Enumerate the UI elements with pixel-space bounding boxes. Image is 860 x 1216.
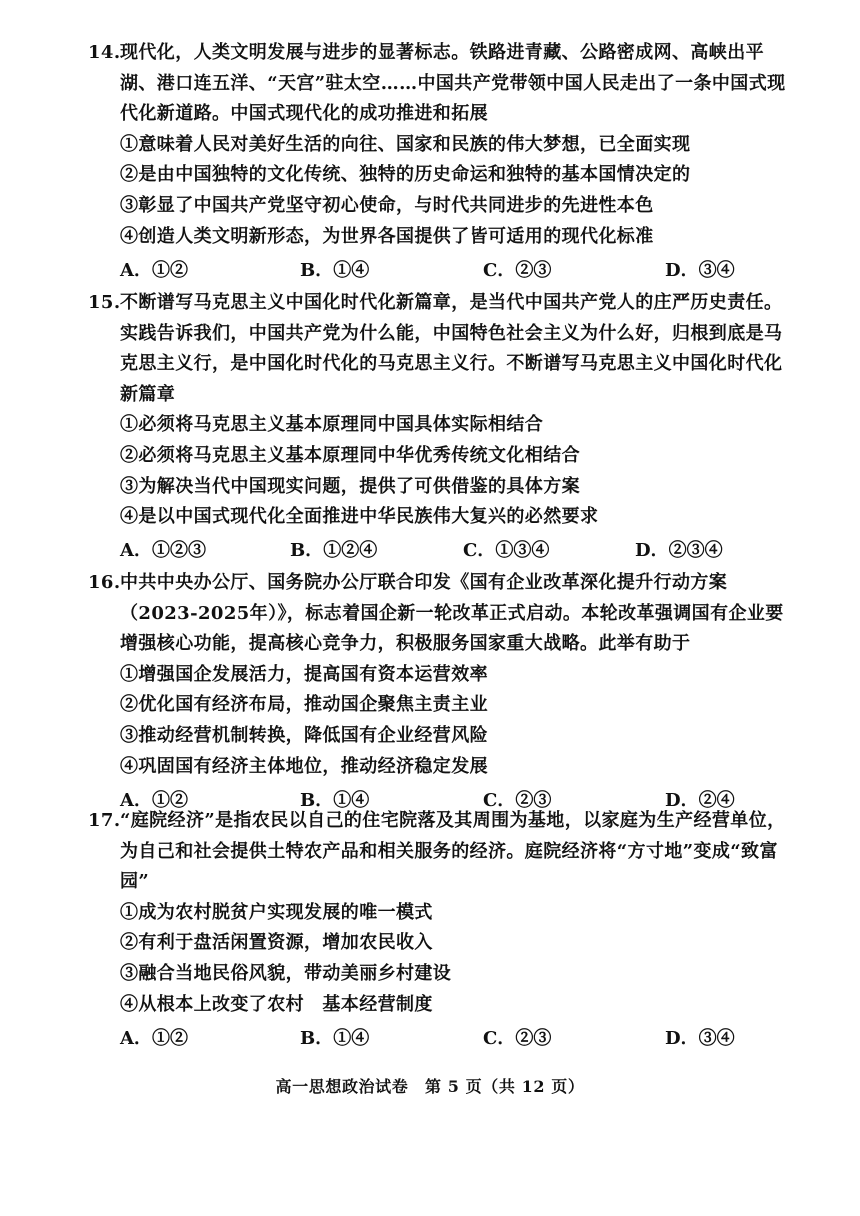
question-text: 中共中央办公厅、国务院办公厅联合印发《国有企业改革深化提升行动方案（2023-2025年）》，标志着国企新一轮改革正式启动。本轮改革强调国有企业要增强核心功能，提高核心竞争力，积极服务国家重大战略。此举有助于 [120,572,784,654]
statement-4: ④创造人类文明新形态，为世界各国提供了皆可适用的现代化标准 [120,225,654,247]
answer-choices [88,1024,788,1054]
question-text: 现代化，人类文明发展与进步的显著标志。铁路进青藏、公路密成网、高峡出平湖、港口连五洋、“天宫”驻太空……中国共产党带领中国人民走出了一条中国式现代化新道路。中国式现代化的成功推进和拓展 [120,42,786,124]
question-text: “庭院经济”是指农民以自己的住宅院落及其周围为基地，以家庭为生产经营单位，为自己和社会提供土特农产品和相关服务的经济。庭院经济将“方寸地”变成“致富园” [120,810,786,892]
statement-2: ②优化国有经济布局，推动国企聚焦主责主业 [120,694,488,716]
question-14 [88,38,788,286]
choice-d: D．③④ [665,259,735,281]
question-stem [88,38,788,130]
statement-3: ③为解决当代中国现实问题，提供了可供借鉴的具体方案 [120,475,580,497]
statement-1: ①意味着人民对美好生活的向往、国家和民族的伟大梦想，已全面实现 [120,133,691,155]
page-footer: 高一思想政治试卷 第 5 页（共 12 页） [275,1077,585,1096]
statement-list [88,130,788,253]
choice-c: C．②③ [483,1027,552,1049]
question-number: 16. [88,572,121,593]
choice-b: B．①④ [300,789,370,811]
question-15 [88,288,788,566]
question-stem [88,806,788,898]
choice-b: B．①②④ [290,540,378,562]
statement-4: ④从根本上改变了农村 基本经营制度 [120,993,433,1015]
choice-a: A．①② [120,789,188,811]
answer-choices [88,256,788,286]
choice-c: C．①③④ [463,540,550,562]
choice-c: C．②③ [483,789,552,811]
statement-1: ①增强国企发展活力，提高国有资本运营效率 [120,663,488,685]
question-number: 14. [88,42,121,63]
question-17 [88,806,788,1054]
statement-3: ③推动经营机制转换，降低国有企业经营风险 [120,725,488,747]
statement-2: ②是由中国独特的文化传统、独特的历史命运和独特的基本国情决定的 [120,164,691,186]
choice-d: D．③④ [665,1027,735,1049]
question-stem [88,288,788,410]
statement-1: ①必须将马克思主义基本原理同中国具体实际相结合 [120,414,544,435]
choice-a: A．①②③ [120,540,206,562]
statement-1: ①成为农村脱贫户实现发展的唯一模式 [120,901,433,923]
question-number: 17. [88,810,121,831]
statement-4: ④是以中国式现代化全面推进中华民族伟大复兴的必然要求 [120,506,599,528]
statement-2: ②有利于盘活闲置资源，增加农民收入 [120,932,433,954]
statement-3: ③融合当地民俗风貌，带动美丽乡村建设 [120,963,452,985]
choice-b: B．①④ [300,1027,370,1049]
choice-a: A．①② [120,1027,188,1049]
question-text: 不断谱写马克思主义中国化时代化新篇章，是当代中国共产党人的庄严历史责任。实践告诉我们，中国共产党为什么能，中国特色社会主义为什么好，归根到底是马克思主义行，是中国化时代化的马克思主义行。不断谱写马克思主义中国化时代化新篇章 [120,292,783,405]
statement-list [88,660,788,783]
statement-3: ③彰显了中国共产党坚守初心使命，与时代共同进步的先进性本色 [120,195,654,217]
choice-c: C．②③ [483,259,552,281]
question-number: 15. [88,292,121,313]
answer-choices [88,536,788,566]
statement-list [88,898,788,1021]
statement-4: ④巩固国有经济主体地位，推动经济稳定发展 [120,755,488,777]
choice-d: D．②④ [665,789,735,811]
question-stem [88,568,788,660]
statement-list [88,410,788,533]
statement-2: ②必须将马克思主义基本原理同中华优秀传统文化相结合 [120,444,580,466]
choice-d: D．②③④ [635,540,723,562]
choice-b: B．①④ [300,259,370,281]
choice-a: A．①② [120,259,188,281]
question-16 [88,568,788,816]
